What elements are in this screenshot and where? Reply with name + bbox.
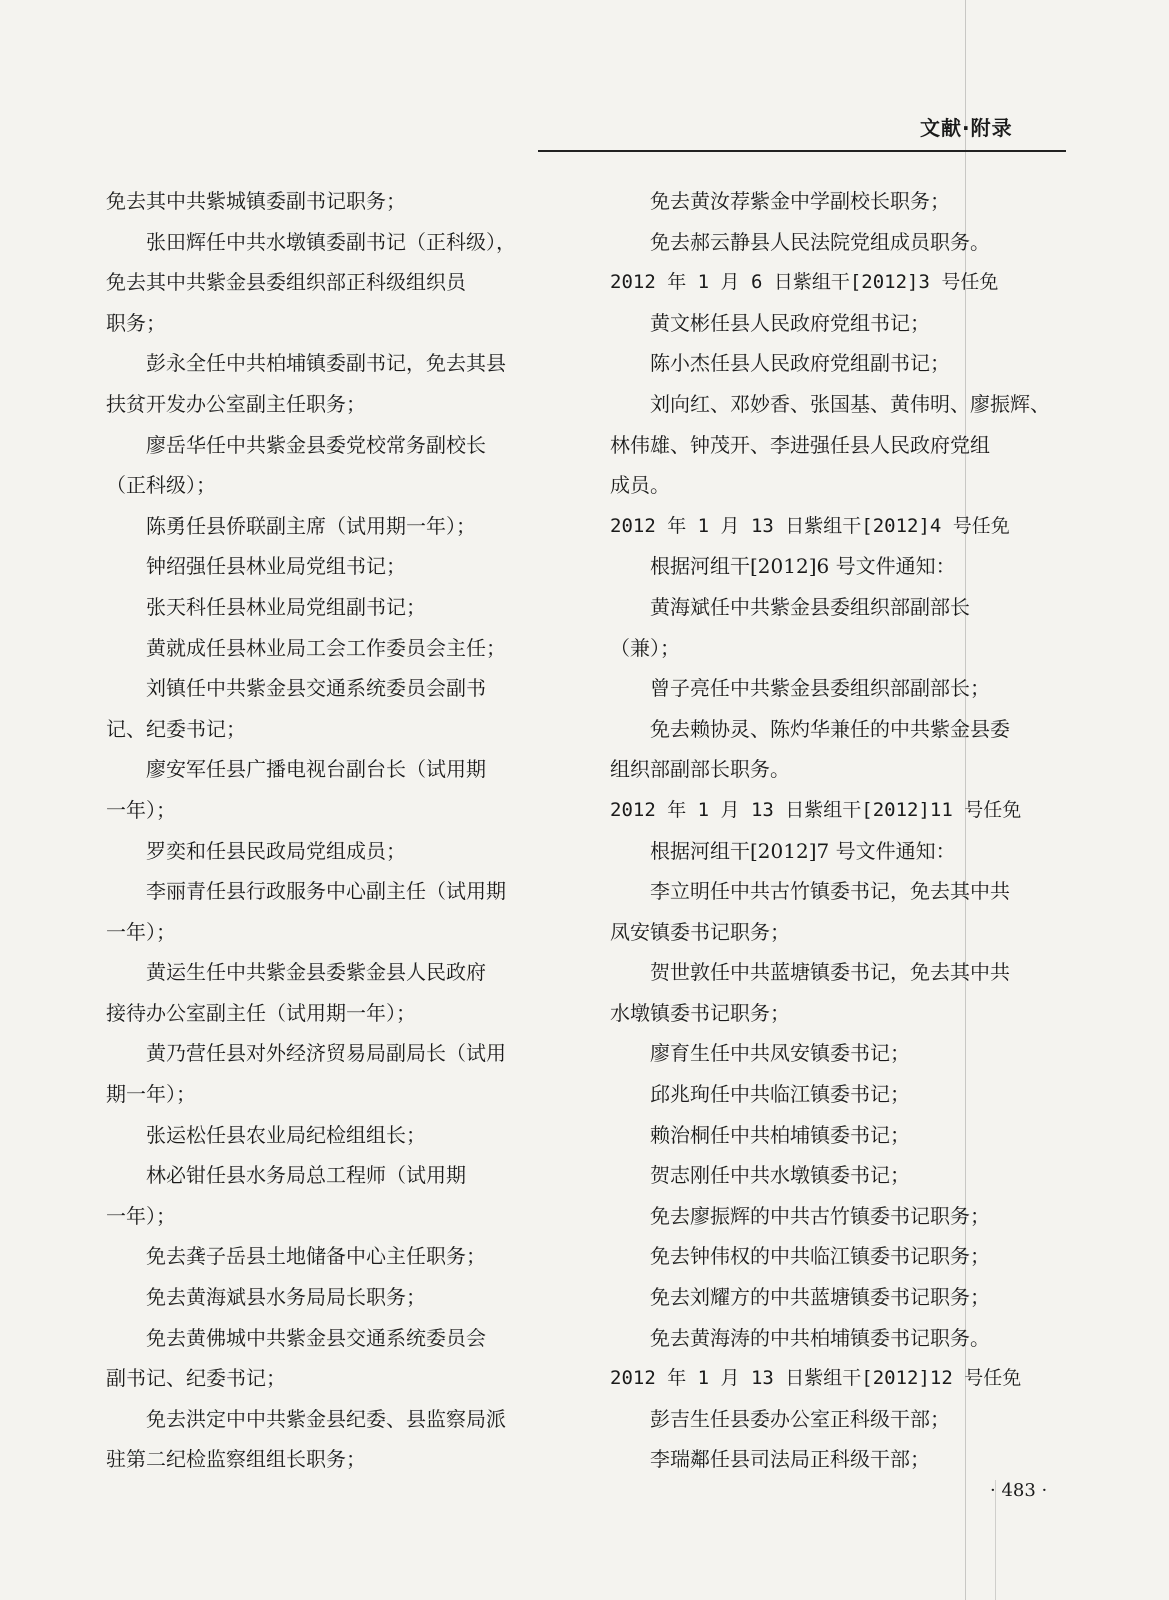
text-line: （正科级）； (106, 473, 216, 498)
document-date-heading: 2012 年 1 月 13 日紫组干[2012]11 号任免 (610, 798, 1022, 821)
text-line: 免去钟伟权的中共临江镇委书记职务； (650, 1244, 990, 1269)
text-line: 职务； (106, 310, 166, 335)
text-line: 彭吉生任县委办公室正科级干部； (650, 1406, 950, 1431)
text-line: 免去廖振辉的中共古竹镇委书记职务； (650, 1203, 990, 1228)
text-line: 黄海斌任中共紫金县委组织部副部长 (650, 594, 970, 619)
text-line: 廖岳华任中共紫金县委党校常务副校长 (146, 432, 486, 457)
text-line: 免去黄佛城中共紫金县交通系统委员会 (146, 1325, 486, 1350)
text-line: 张运松任县农业局纪检组组长； (146, 1122, 426, 1147)
text-line: 林伟雄、钟茂开、李进强任县人民政府党组 (610, 432, 990, 457)
text-line: 记、纪委书记； (106, 716, 246, 741)
text-line: 接待办公室副主任（试用期一年）； (106, 1000, 416, 1025)
text-line: 廖育生任中共凤安镇委书记； (650, 1041, 910, 1066)
text-line: 免去郝云静县人民法院党组成员职务。 (650, 229, 990, 254)
text-line: （兼）； (610, 635, 680, 660)
text-line: 刘镇任中共紫金县交通系统委员会副书 (146, 676, 486, 701)
text-line: 钟绍强任县林业局党组书记； (146, 554, 406, 579)
text-line: 一年）； (106, 919, 176, 944)
text-line: 贺志刚任中共水墩镇委书记； (650, 1163, 910, 1188)
text-line: 李瑞鄰任县司法局正科级干部； (650, 1447, 930, 1472)
text-line: 彭永全任中共柏埔镇委副书记，免去其县 (146, 351, 506, 376)
text-line: 李丽青任县行政服务中心副主任（试用期 (146, 879, 506, 904)
header-rule (538, 150, 1066, 152)
text-line: 免去黄汝荐紫金中学副校长职务； (650, 189, 950, 213)
text-line: 黄就成任县林业局工会工作委员会主任； (146, 635, 506, 660)
text-line: 贺世敦任中共蓝塘镇委书记，免去其中共 (650, 960, 1010, 985)
text-line: 一年）； (106, 1203, 176, 1228)
text-line: 赖治桐任中共柏埔镇委书记； (650, 1122, 910, 1147)
right-column (610, 181, 1070, 1480)
text-line: 免去洪定中中共紫金县纪委、县监察局派 (146, 1406, 506, 1431)
text-line: 免去黄海涛的中共柏埔镇委书记职务。 (650, 1325, 990, 1350)
text-line: 扶贫开发办公室副主任职务； (106, 391, 366, 416)
text-line: 水墩镇委书记职务； (610, 1000, 790, 1025)
text-line: 刘向红、邓妙香、张国基、黄伟明、廖振辉、 (650, 391, 1050, 416)
text-line: 黄文彬任县人民政府党组书记； (650, 310, 930, 335)
text-line: 免去其中共紫城镇委副书记职务； (106, 189, 406, 213)
text-line: 免去其中共紫金县委组织部正科级组织员 (106, 270, 466, 295)
text-line: 免去刘耀方的中共蓝塘镇委书记职务； (650, 1285, 990, 1310)
page-number: · 483 · (990, 1480, 1048, 1501)
text-line: 期一年）； (106, 1082, 196, 1107)
running-header: 文献·附录 (920, 116, 1013, 140)
text-line: 张田辉任中共水墩镇委副书记（正科级）， (146, 229, 516, 254)
document-date-heading: 2012 年 1 月 13 日紫组干[2012]12 号任免 (610, 1367, 1022, 1390)
text-line: 成员。 (610, 473, 670, 498)
text-line: 驻第二纪检监察组组长职务； (106, 1447, 366, 1472)
text-line: 黄乃营任县对外经济贸易局副局长（试用 (146, 1041, 506, 1066)
text-line: 黄运生任中共紫金县委紫金县人民政府 (146, 960, 486, 985)
text-line: 凤安镇委书记职务； (610, 919, 790, 944)
text-line: 张天科任县林业局党组副书记； (146, 594, 426, 619)
text-line: 陈小杰任县人民政府党组副书记； (650, 351, 950, 376)
text-line: 陈勇任县侨联副主席（试用期一年）； (146, 513, 476, 538)
text-line: 罗奕和任县民政局党组成员； (146, 838, 406, 863)
text-line: 廖安军任县广播电视台副台长（试用期 (146, 757, 486, 782)
text-line: 根据河组干[2012]6 号文件通知： (650, 554, 956, 579)
text-line: 免去龚子岳县土地储备中心主任职务； (146, 1244, 486, 1269)
text-line: 曾子亮任中共紫金县委组织部副部长； (650, 676, 990, 701)
document-date-heading: 2012 年 1 月 6 日紫组干[2012]3 号任免 (610, 271, 999, 294)
document-date-heading: 2012 年 1 月 13 日紫组干[2012]4 号任免 (610, 514, 1010, 537)
text-line: 一年）； (106, 797, 176, 822)
text-line: 免去赖协灵、陈灼华兼任的中共紫金县委 (650, 716, 1010, 741)
text-line: 李立明任中共古竹镇委书记，免去其中共 (650, 879, 1010, 904)
text-line: 邱兆珣任中共临江镇委书记； (650, 1082, 910, 1107)
text-line: 组织部副部长职务。 (610, 757, 790, 782)
left-column (106, 181, 568, 1480)
text-line: 根据河组干[2012]7 号文件通知： (650, 838, 956, 863)
text-line: 副书记、纪委书记； (106, 1366, 286, 1391)
text-line: 林必钳任县水务局总工程师（试用期 (146, 1163, 466, 1188)
text-line: 免去黄海斌县水务局局长职务； (146, 1285, 426, 1310)
